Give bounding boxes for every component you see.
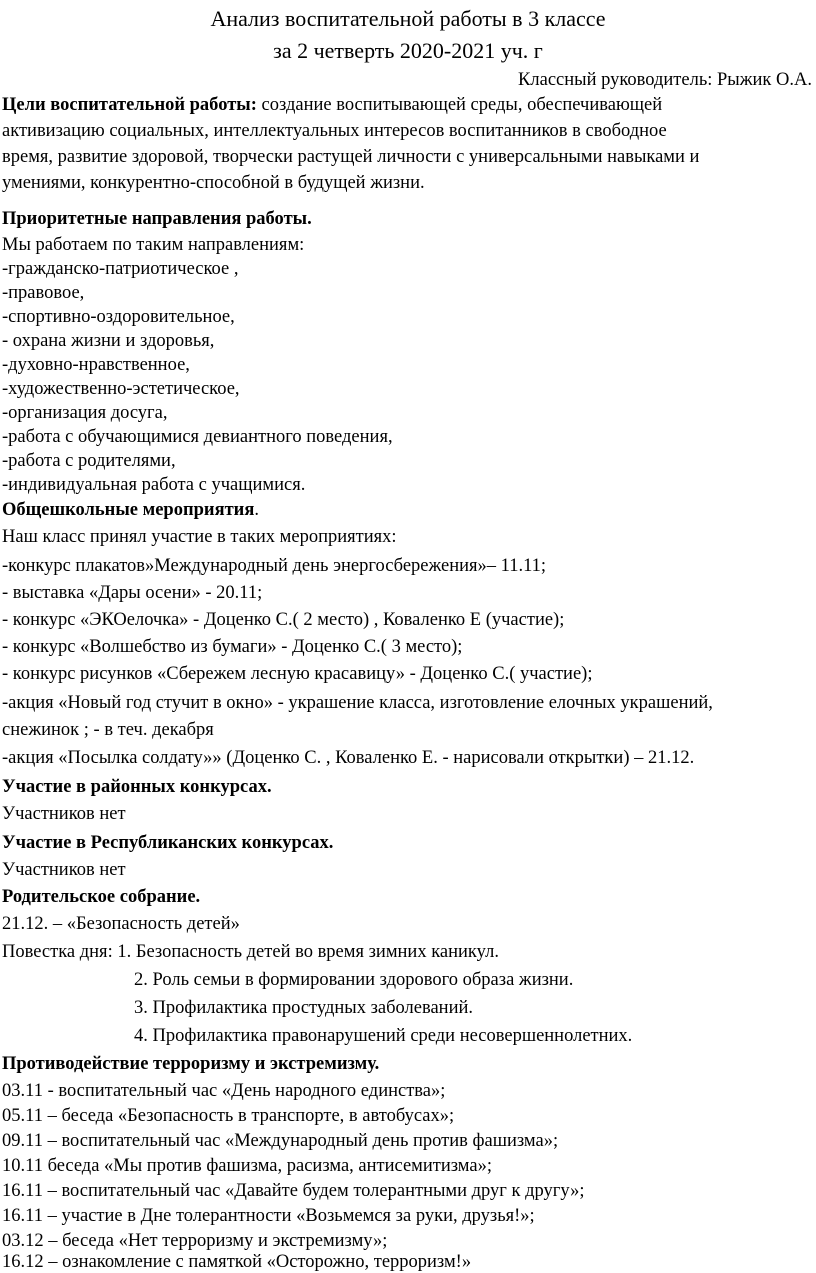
document-subtitle: за 2 четверть 2020-2021 уч. г [273, 38, 543, 63]
terrorism-heading: Противодействие терроризму и экстремизму. [2, 1054, 380, 1074]
list-item: 10.11 беседа «Мы против фашизма, расизма, антисемитизма»; [2, 1156, 492, 1176]
list-item: -акция «Новый год стучит в окно» - украшение класса, изготовление елочных украшений, [2, 693, 713, 713]
list-item: - выставка «Дары осени» - 20.11; [2, 583, 263, 603]
goals-text: создание воспитывающей среды, обеспечивающей [256, 95, 663, 115]
list-item: 16.11 – участие в Дне толерантности «Возьмемся за руки, друзья!»; [2, 1206, 535, 1226]
list-item: -гражданско-патриотическое , [2, 259, 239, 279]
list-item: 09.11 – воспитательный час «Международный день против фашизма»; [2, 1131, 559, 1151]
list-item: -правовое, [2, 283, 85, 303]
agenda-item: 4. Профилактика правонарушений среди несовершеннолетних. [134, 1026, 633, 1046]
list-item: -работа с обучающимися девиантного поведения, [2, 427, 393, 447]
list-item: 16.12 – ознакомление с памяткой «Осторожно, терроризм!» [2, 1252, 472, 1272]
parents-heading: Родительское собрание. [2, 887, 201, 907]
list-item: -акция «Посылка солдату»» (Доценко С. , Коваленко Е. - нарисовали открытки) – 21.12. [2, 748, 695, 768]
goals-line-2: активизацию социальных, интеллектуальных интересов воспитанников в свободное [2, 121, 667, 141]
list-item: -организация досуга, [2, 403, 168, 423]
agenda-line-1 [2, 941, 499, 963]
goals-line-3: время, развитие здоровой, творчески растущей личности с универсальными навыками и [2, 147, 700, 167]
list-item: - конкурс рисунков «Сбережем лесную красавицу» - Доценко С.( участие); [2, 664, 593, 684]
list-item: 03.12 – беседа «Нет терроризму и экстремизму»; [2, 1231, 388, 1251]
goals-line-1 [2, 94, 662, 116]
district-text: Участников нет [2, 804, 126, 824]
list-item: - конкурс «Волшебство из бумаги» - Доценко С.( 3 место); [2, 637, 463, 657]
list-item: -конкурс плакатов»Международный день энергосбережения»– 11.11; [2, 556, 547, 576]
list-item: -работа с родителями, [2, 451, 176, 471]
priorities-heading: Приоритетные направления работы. [2, 209, 312, 229]
class-teacher: Классный руководитель: Рыжик О.А. [518, 70, 812, 90]
school-events-heading: Общешкольные мероприятия. [2, 500, 259, 520]
goals-heading: Цели воспитательной работы: [2, 95, 257, 115]
list-item: 03.11 - воспитательный час «День народного единства»; [2, 1081, 446, 1101]
list-item: -индивидуальная работа с учащимися. [2, 475, 306, 495]
list-item: -спортивно-оздоровительное, [2, 307, 235, 327]
agenda-item: 3. Профилактика простудных заболеваний. [134, 998, 473, 1018]
agenda-item: 1. Безопасность детей во время зимних каникул. [112, 942, 499, 962]
agenda-label: Повестка дня: [2, 942, 113, 962]
republic-heading: Участие в Республиканских конкурсах. [2, 833, 334, 853]
list-item: 16.11 – воспитательный час «Давайте будем толерантными друг к другу»; [2, 1181, 585, 1201]
agenda-item: 2. Роль семьи в формировании здорового образа жизни. [134, 970, 574, 990]
priorities-intro: Мы работаем по таким направлениям: [2, 235, 305, 255]
document-title: Анализ воспитательной работы в 3 классе [210, 6, 606, 31]
list-item: - охрана жизни и здоровья, [2, 331, 215, 351]
list-item: - конкурс «ЭКОелочка» - Доценко С.( 2 место) , Коваленко Е (участие); [2, 610, 565, 630]
goals-line-4: умениями, конкурентно-способной в будущей жизни. [2, 173, 425, 193]
district-heading: Участие в районных конкурсах. [2, 777, 272, 797]
school-events-intro: Наш класс принял участие в таких мероприятиях: [2, 527, 397, 547]
list-item: снежинок ; - в теч. декабря [2, 720, 214, 740]
list-item: -художественно-эстетическое, [2, 379, 240, 399]
parents-meeting-topic: 21.12. – «Безопасность детей» [2, 914, 240, 934]
list-item: 05.11 – беседа «Безопасность в транспорте, в автобусах»; [2, 1106, 455, 1126]
list-item: -духовно-нравственное, [2, 355, 190, 375]
republic-text: Участников нет [2, 860, 126, 880]
